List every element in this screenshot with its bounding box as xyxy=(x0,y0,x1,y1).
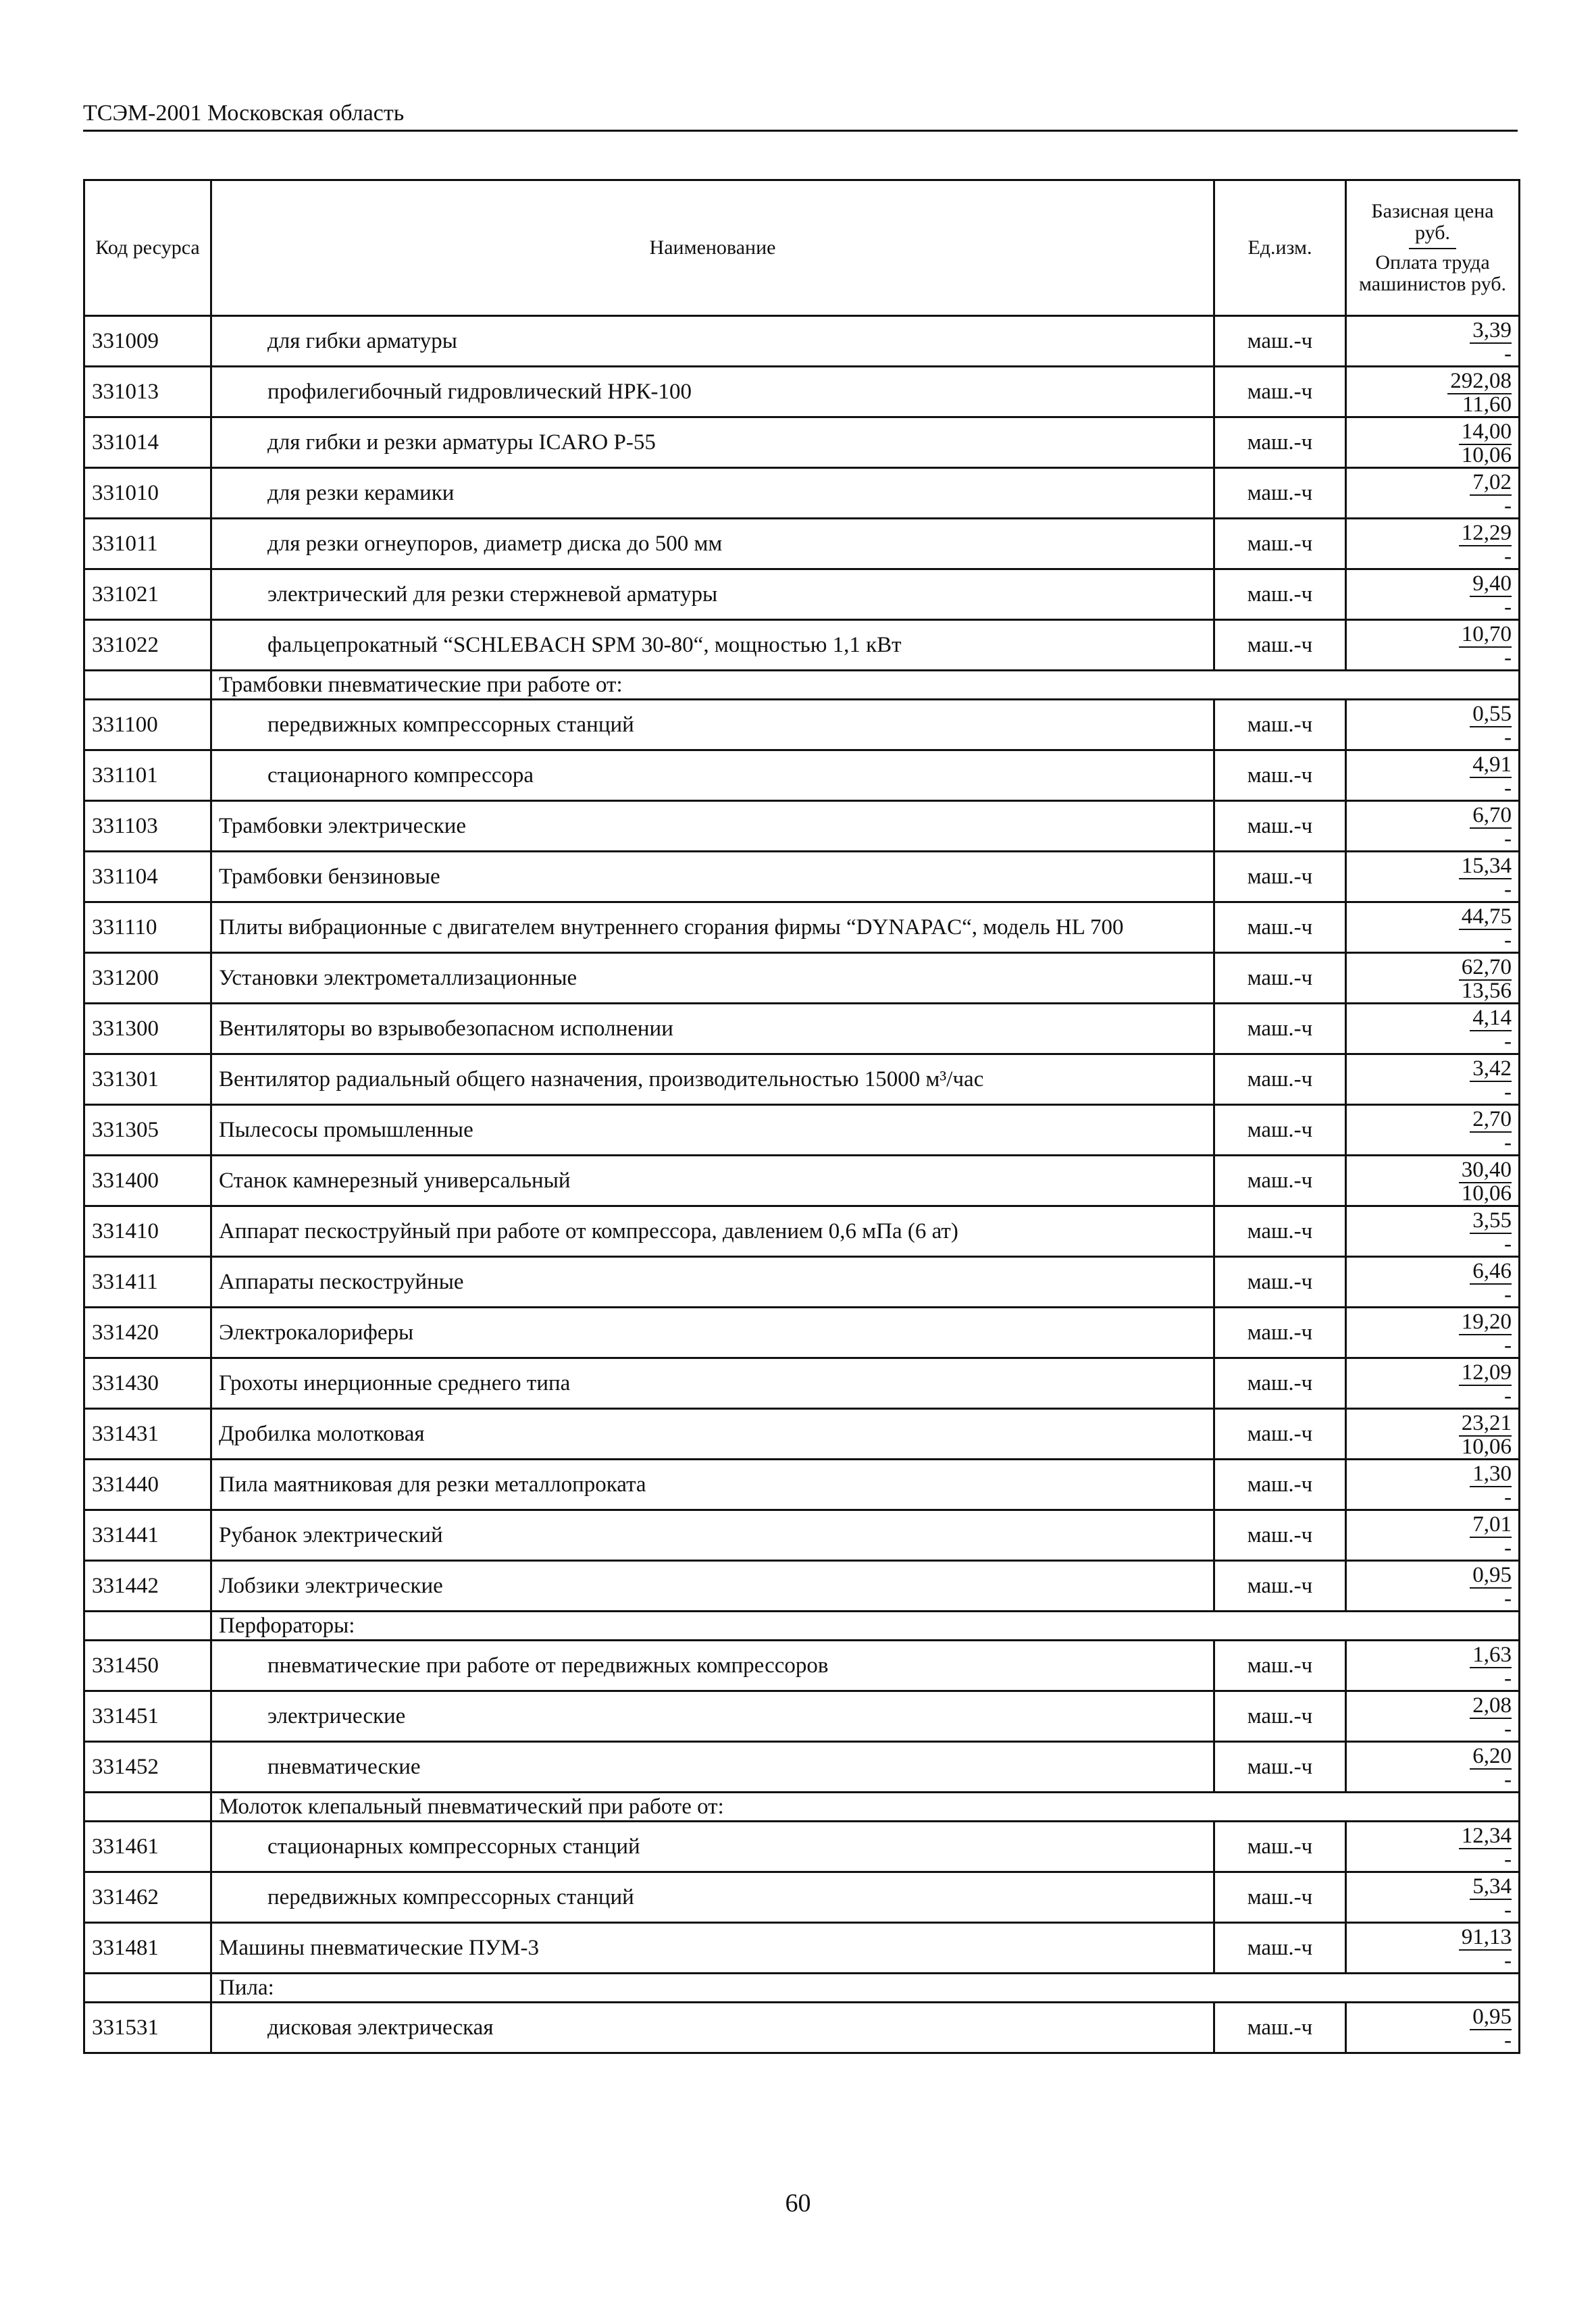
operator-labor-cost: 11,60 xyxy=(1462,392,1512,417)
table-row xyxy=(84,1004,1520,1054)
operator-labor-cost: - xyxy=(1504,1080,1512,1104)
column-header-code: Код ресурса xyxy=(84,180,211,316)
base-price: 12,34 xyxy=(1459,1824,1512,1849)
resource-code: 331461 xyxy=(84,1822,211,1872)
table-row xyxy=(84,1641,1520,1691)
base-price: 19,20 xyxy=(1459,1310,1512,1335)
base-price: 3,55 xyxy=(1470,1208,1512,1234)
resource-name: стационарных компрессорных станций xyxy=(211,1822,1214,1872)
price-fraction xyxy=(1354,521,1512,567)
unit-cell: маш.-ч xyxy=(1214,1105,1346,1156)
operator-labor-cost: - xyxy=(1504,827,1512,851)
base-price: 7,02 xyxy=(1470,470,1512,496)
table-row xyxy=(84,953,1520,1004)
operator-labor-cost: - xyxy=(1504,646,1512,670)
base-price: 14,00 xyxy=(1459,419,1512,445)
resource-name: Аппараты пескоструйные xyxy=(211,1257,1214,1308)
operator-labor-cost: 10,06 xyxy=(1461,1181,1512,1206)
price-header-label: Базисная цена руб. xyxy=(1371,200,1494,244)
base-price: 4,91 xyxy=(1470,752,1512,778)
group-title: Молоток клепальный пневматический при работе от: xyxy=(211,1793,1520,1822)
resource-name: передвижных компрессорных станций xyxy=(211,1872,1214,1923)
resource-code: 331103 xyxy=(84,801,211,852)
price-fraction xyxy=(1354,318,1512,364)
operator-labor-cost: - xyxy=(1504,877,1512,902)
resource-name: фальцепрокатный “SCHLEBACH SPM 30-80“, мощностью 1,1 кВт xyxy=(211,620,1214,671)
operator-labor-cost: - xyxy=(1504,928,1512,952)
unit-cell: маш.-ч xyxy=(1214,1358,1346,1409)
unit-cell: маш.-ч xyxy=(1214,1409,1346,1460)
resource-code: 331430 xyxy=(84,1358,211,1409)
unit-cell: маш.-ч xyxy=(1214,316,1346,367)
price-cell xyxy=(1346,1156,1520,1206)
table-row xyxy=(84,1510,1520,1561)
base-price: 12,09 xyxy=(1459,1360,1512,1386)
price-cell xyxy=(1346,569,1520,620)
resource-table xyxy=(83,179,1520,2054)
unit-cell: маш.-ч xyxy=(1214,1822,1346,1872)
operator-labor-cost: - xyxy=(1504,1666,1512,1691)
price-fraction xyxy=(1354,419,1512,465)
base-price: 62,70 xyxy=(1459,955,1512,981)
price-cell xyxy=(1346,1409,1520,1460)
base-price: 292,08 xyxy=(1447,369,1512,394)
price-fraction xyxy=(1354,854,1512,900)
resource-name: Дробилка молотковая xyxy=(211,1409,1214,1460)
table-row xyxy=(84,1822,1520,1872)
table-row xyxy=(84,468,1520,519)
table-row xyxy=(84,620,1520,671)
resource-name: Вентиляторы во взрывобезопасном исполнении xyxy=(211,1004,1214,1054)
unit-cell: маш.-ч xyxy=(1214,519,1346,569)
table-row xyxy=(84,1872,1520,1923)
unit-cell: маш.-ч xyxy=(1214,902,1346,953)
group-code-cell xyxy=(84,1612,211,1641)
unit-cell: маш.-ч xyxy=(1214,1641,1346,1691)
price-cell xyxy=(1346,620,1520,671)
price-cell xyxy=(1346,1923,1520,1974)
operator-labor-cost: - xyxy=(1504,1717,1512,1741)
table-row xyxy=(84,519,1520,569)
resource-code: 331441 xyxy=(84,1510,211,1561)
price-fraction xyxy=(1354,1411,1512,1457)
price-fraction xyxy=(1354,622,1512,668)
price-fraction xyxy=(1354,803,1512,849)
unit-cell: маш.-ч xyxy=(1214,1004,1346,1054)
table-row xyxy=(84,700,1520,750)
price-cell xyxy=(1346,1460,1520,1510)
operator-labor-cost: - xyxy=(1504,342,1512,366)
base-price: 0,95 xyxy=(1470,1563,1512,1589)
price-fraction xyxy=(1354,1360,1512,1406)
price-fraction xyxy=(1354,1310,1512,1356)
table-row xyxy=(84,1308,1520,1358)
price-fraction xyxy=(1354,369,1512,415)
resource-name: пневматические xyxy=(211,1742,1214,1793)
price-cell xyxy=(1346,1206,1520,1257)
resource-code: 331531 xyxy=(84,2003,211,2053)
price-fraction xyxy=(1354,752,1512,798)
price-fraction xyxy=(1354,1056,1512,1102)
group-code-cell xyxy=(84,1974,211,2003)
resource-name: Машины пневматические ПУМ-3 xyxy=(211,1923,1214,1974)
resource-name: передвижных компрессорных станций xyxy=(211,700,1214,750)
resource-name: электрические xyxy=(211,1691,1214,1742)
unit-cell: маш.-ч xyxy=(1214,953,1346,1004)
resource-code: 331420 xyxy=(84,1308,211,1358)
price-fraction xyxy=(1354,1563,1512,1609)
table-row xyxy=(84,1409,1520,1460)
unit-cell: маш.-ч xyxy=(1214,1460,1346,1510)
price-cell xyxy=(1346,953,1520,1004)
price-fraction xyxy=(1354,702,1512,748)
base-price: 6,70 xyxy=(1470,803,1512,829)
resource-name: Аппарат пескоструйный при работе от компрессора, давлением 0,6 мПа (6 ат) xyxy=(211,1206,1214,1257)
price-cell xyxy=(1346,1004,1520,1054)
operator-labor-cost: - xyxy=(1504,2028,1512,2053)
price-fraction xyxy=(1354,571,1512,617)
operator-labor-cost: - xyxy=(1504,595,1512,619)
table-row xyxy=(84,316,1520,367)
table-row xyxy=(84,1156,1520,1206)
operator-labor-cost: - xyxy=(1504,1029,1512,1054)
unit-cell: маш.-ч xyxy=(1214,620,1346,671)
table-row xyxy=(84,417,1520,468)
unit-cell: маш.-ч xyxy=(1214,801,1346,852)
resource-code: 331200 xyxy=(84,953,211,1004)
resource-name: для гибки арматуры xyxy=(211,316,1214,367)
resource-name: Пила маятниковая для резки металлопроката xyxy=(211,1460,1214,1510)
price-cell xyxy=(1346,1691,1520,1742)
base-price: 7,01 xyxy=(1470,1512,1512,1538)
resource-name: дисковая электрическая xyxy=(211,2003,1214,2053)
base-price: 6,46 xyxy=(1470,1259,1512,1285)
price-fraction xyxy=(1354,470,1512,516)
price-cell xyxy=(1346,519,1520,569)
resource-name: Установки электрометаллизационные xyxy=(211,953,1214,1004)
resource-name: для резки керамики xyxy=(211,468,1214,519)
resource-code: 331452 xyxy=(84,1742,211,1793)
resource-name: электрический для резки стержневой арматуры xyxy=(211,569,1214,620)
price-cell xyxy=(1346,1358,1520,1409)
operator-labor-cost: - xyxy=(1504,1232,1512,1256)
resource-code: 331101 xyxy=(84,750,211,801)
base-price: 2,08 xyxy=(1470,1693,1512,1719)
resource-name: для резки огнеупоров, диаметр диска до 500 мм xyxy=(211,519,1214,569)
resource-name: Лобзики электрические xyxy=(211,1561,1214,1612)
price-cell xyxy=(1346,1054,1520,1105)
operator-labor-cost: 10,06 xyxy=(1461,443,1512,467)
table-row xyxy=(84,902,1520,953)
resource-code: 331410 xyxy=(84,1206,211,1257)
unit-cell: маш.-ч xyxy=(1214,1257,1346,1308)
price-fraction xyxy=(1354,1925,1512,1971)
unit-cell: маш.-ч xyxy=(1214,2003,1346,2053)
price-header-divider xyxy=(1409,248,1456,249)
base-price: 30,40 xyxy=(1459,1158,1512,1183)
price-fraction xyxy=(1354,2005,1512,2051)
operator-labor-cost: 13,56 xyxy=(1461,979,1512,1003)
price-cell xyxy=(1346,750,1520,801)
base-price: 2,70 xyxy=(1470,1107,1512,1133)
operator-labor-cost: - xyxy=(1504,1131,1512,1155)
operator-labor-cost: - xyxy=(1504,544,1512,569)
resource-code: 331450 xyxy=(84,1641,211,1691)
table-row xyxy=(84,1561,1520,1612)
price-fraction xyxy=(1354,1259,1512,1305)
operator-labor-cost: - xyxy=(1504,725,1512,750)
price-cell xyxy=(1346,1510,1520,1561)
resource-code: 331110 xyxy=(84,902,211,953)
base-price: 0,95 xyxy=(1470,2005,1512,2030)
resource-name: профилегибочный гидровлический НРК-100 xyxy=(211,367,1214,417)
page-header xyxy=(83,100,1518,132)
table-row xyxy=(84,2003,1520,2053)
table-row xyxy=(84,750,1520,801)
price-cell xyxy=(1346,1105,1520,1156)
table-body xyxy=(84,316,1520,2053)
group-title: Пила: xyxy=(211,1974,1520,2003)
unit-cell: маш.-ч xyxy=(1214,1510,1346,1561)
table-row xyxy=(84,367,1520,417)
base-price: 10,70 xyxy=(1459,622,1512,648)
resource-name: Электрокалориферы xyxy=(211,1308,1214,1358)
price-cell xyxy=(1346,852,1520,902)
operator-labor-cost: - xyxy=(1504,1847,1512,1872)
base-price: 3,39 xyxy=(1470,318,1512,344)
resource-code: 331440 xyxy=(84,1460,211,1510)
group-code-cell xyxy=(84,1793,211,1822)
table-row xyxy=(84,1923,1520,1974)
table-row xyxy=(84,1257,1520,1308)
unit-cell: маш.-ч xyxy=(1214,417,1346,468)
group-title: Трамбовки пневматические при работе от: xyxy=(211,671,1520,700)
resource-code: 331301 xyxy=(84,1054,211,1105)
price-cell xyxy=(1346,468,1520,519)
price-cell xyxy=(1346,801,1520,852)
unit-cell: маш.-ч xyxy=(1214,852,1346,902)
resource-code: 331011 xyxy=(84,519,211,569)
price-fraction xyxy=(1354,1874,1512,1920)
base-price: 0,55 xyxy=(1470,702,1512,727)
operator-labor-cost: - xyxy=(1504,1768,1512,1792)
unit-cell: маш.-ч xyxy=(1214,1561,1346,1612)
group-header-row xyxy=(84,1793,1520,1822)
base-price: 1,63 xyxy=(1470,1643,1512,1668)
unit-cell: маш.-ч xyxy=(1214,1156,1346,1206)
table-row xyxy=(84,1691,1520,1742)
resource-code: 331481 xyxy=(84,1923,211,1974)
base-price: 1,30 xyxy=(1470,1462,1512,1487)
table-row xyxy=(84,1105,1520,1156)
table-row xyxy=(84,1358,1520,1409)
unit-cell: маш.-ч xyxy=(1214,1308,1346,1358)
price-fraction xyxy=(1354,1512,1512,1558)
resource-code: 331100 xyxy=(84,700,211,750)
resource-name: Станок камнерезный универсальный xyxy=(211,1156,1214,1206)
resource-code: 331300 xyxy=(84,1004,211,1054)
price-fraction xyxy=(1354,1462,1512,1508)
table-header-row xyxy=(84,180,1520,316)
price-cell xyxy=(1346,902,1520,953)
page-number: 60 xyxy=(785,2189,811,2217)
price-fraction xyxy=(1354,904,1512,950)
table-row xyxy=(84,1054,1520,1105)
unit-cell: маш.-ч xyxy=(1214,468,1346,519)
base-price: 9,40 xyxy=(1470,571,1512,597)
price-fraction xyxy=(1354,1107,1512,1153)
resource-code: 331411 xyxy=(84,1257,211,1308)
table-row xyxy=(84,852,1520,902)
resource-code: 331014 xyxy=(84,417,211,468)
column-header-name: Наименование xyxy=(211,180,1214,316)
resource-code: 331305 xyxy=(84,1105,211,1156)
operator-labor-cost: - xyxy=(1504,1333,1512,1358)
unit-cell: маш.-ч xyxy=(1214,569,1346,620)
price-fraction xyxy=(1354,1208,1512,1254)
resource-name: Трамбовки электрические xyxy=(211,801,1214,852)
unit-cell: маш.-ч xyxy=(1214,700,1346,750)
resource-code: 331010 xyxy=(84,468,211,519)
price-cell xyxy=(1346,1561,1520,1612)
unit-cell: маш.-ч xyxy=(1214,1923,1346,1974)
base-price: 3,42 xyxy=(1470,1056,1512,1082)
group-header-row xyxy=(84,1612,1520,1641)
price-fraction xyxy=(1354,1158,1512,1204)
base-price: 5,34 xyxy=(1470,1874,1512,1900)
unit-cell: маш.-ч xyxy=(1214,1742,1346,1793)
operator-labor-cost: - xyxy=(1504,1536,1512,1560)
group-header-row xyxy=(84,671,1520,700)
unit-cell: маш.-ч xyxy=(1214,1872,1346,1923)
unit-cell: маш.-ч xyxy=(1214,1054,1346,1105)
price-fraction xyxy=(1354,1744,1512,1790)
base-price: 4,14 xyxy=(1470,1006,1512,1031)
operator-labor-cost: - xyxy=(1504,1898,1512,1922)
resource-name: Плиты вибрационные с двигателем внутреннего сгорания фирмы “DYNAPAC“, модель HL 700 xyxy=(211,902,1214,953)
price-cell xyxy=(1346,417,1520,468)
resource-name: для гибки и резки арматуры ICARO P-55 xyxy=(211,417,1214,468)
base-price: 44,75 xyxy=(1459,904,1512,930)
resource-code: 331442 xyxy=(84,1561,211,1612)
resource-code: 331451 xyxy=(84,1691,211,1742)
resource-code: 331021 xyxy=(84,569,211,620)
operator-labor-cost: - xyxy=(1504,1587,1512,1611)
table-row xyxy=(84,801,1520,852)
price-fraction xyxy=(1354,1006,1512,1052)
table-row xyxy=(84,569,1520,620)
resource-code: 331013 xyxy=(84,367,211,417)
base-price: 6,20 xyxy=(1470,1744,1512,1770)
unit-cell: маш.-ч xyxy=(1214,1691,1346,1742)
column-header-unit: Ед.изм. xyxy=(1214,180,1346,316)
operator-labor-cost: - xyxy=(1504,1949,1512,1973)
price-cell xyxy=(1346,367,1520,417)
resource-code: 331009 xyxy=(84,316,211,367)
price-fraction xyxy=(1354,1643,1512,1689)
operator-labor-cost: - xyxy=(1504,494,1512,518)
base-price: 12,29 xyxy=(1459,521,1512,546)
unit-cell: маш.-ч xyxy=(1214,367,1346,417)
resource-name: Трамбовки бензиновые xyxy=(211,852,1214,902)
labor-header-label: Оплата труда машинистов руб. xyxy=(1358,251,1507,295)
resource-name: Рубанок электрический xyxy=(211,1510,1214,1561)
table-row xyxy=(84,1460,1520,1510)
price-cell xyxy=(1346,1742,1520,1793)
resource-name: стационарного компрессора xyxy=(211,750,1214,801)
table-row xyxy=(84,1206,1520,1257)
unit-cell: маш.-ч xyxy=(1214,1206,1346,1257)
operator-labor-cost: - xyxy=(1504,776,1512,800)
resource-code: 331400 xyxy=(84,1156,211,1206)
operator-labor-cost: 10,06 xyxy=(1461,1435,1512,1459)
resource-name: Грохоты инерционные среднего типа xyxy=(211,1358,1214,1409)
operator-labor-cost: - xyxy=(1504,1485,1512,1510)
column-header-price xyxy=(1346,180,1520,316)
resource-code: 331462 xyxy=(84,1872,211,1923)
price-cell xyxy=(1346,1641,1520,1691)
resource-name: пневматические при работе от передвижных компрессоров xyxy=(211,1641,1214,1691)
base-price: 23,21 xyxy=(1459,1411,1512,1437)
base-price: 15,34 xyxy=(1459,854,1512,879)
price-cell xyxy=(1346,2003,1520,2053)
price-cell xyxy=(1346,1257,1520,1308)
group-header-row xyxy=(84,1974,1520,2003)
price-cell xyxy=(1346,1308,1520,1358)
base-price: 91,13 xyxy=(1459,1925,1512,1951)
table-row xyxy=(84,1742,1520,1793)
unit-cell: маш.-ч xyxy=(1214,750,1346,801)
price-fraction xyxy=(1354,1824,1512,1870)
price-fraction xyxy=(1354,955,1512,1001)
resource-name: Пылесосы промышленные xyxy=(211,1105,1214,1156)
price-cell xyxy=(1346,1872,1520,1923)
resource-code: 331022 xyxy=(84,620,211,671)
resource-name: Вентилятор радиальный общего назначения, производительностью 15000 м³/час xyxy=(211,1054,1214,1105)
operator-labor-cost: - xyxy=(1504,1384,1512,1408)
price-cell xyxy=(1346,700,1520,750)
group-title: Перфораторы: xyxy=(211,1612,1520,1641)
price-fraction xyxy=(1354,1693,1512,1739)
document-title: ТСЭМ-2001 Московская область xyxy=(83,101,405,126)
resource-code: 331104 xyxy=(84,852,211,902)
price-cell xyxy=(1346,316,1520,367)
resource-code: 331431 xyxy=(84,1409,211,1460)
group-code-cell xyxy=(84,671,211,700)
price-cell xyxy=(1346,1822,1520,1872)
operator-labor-cost: - xyxy=(1504,1283,1512,1307)
